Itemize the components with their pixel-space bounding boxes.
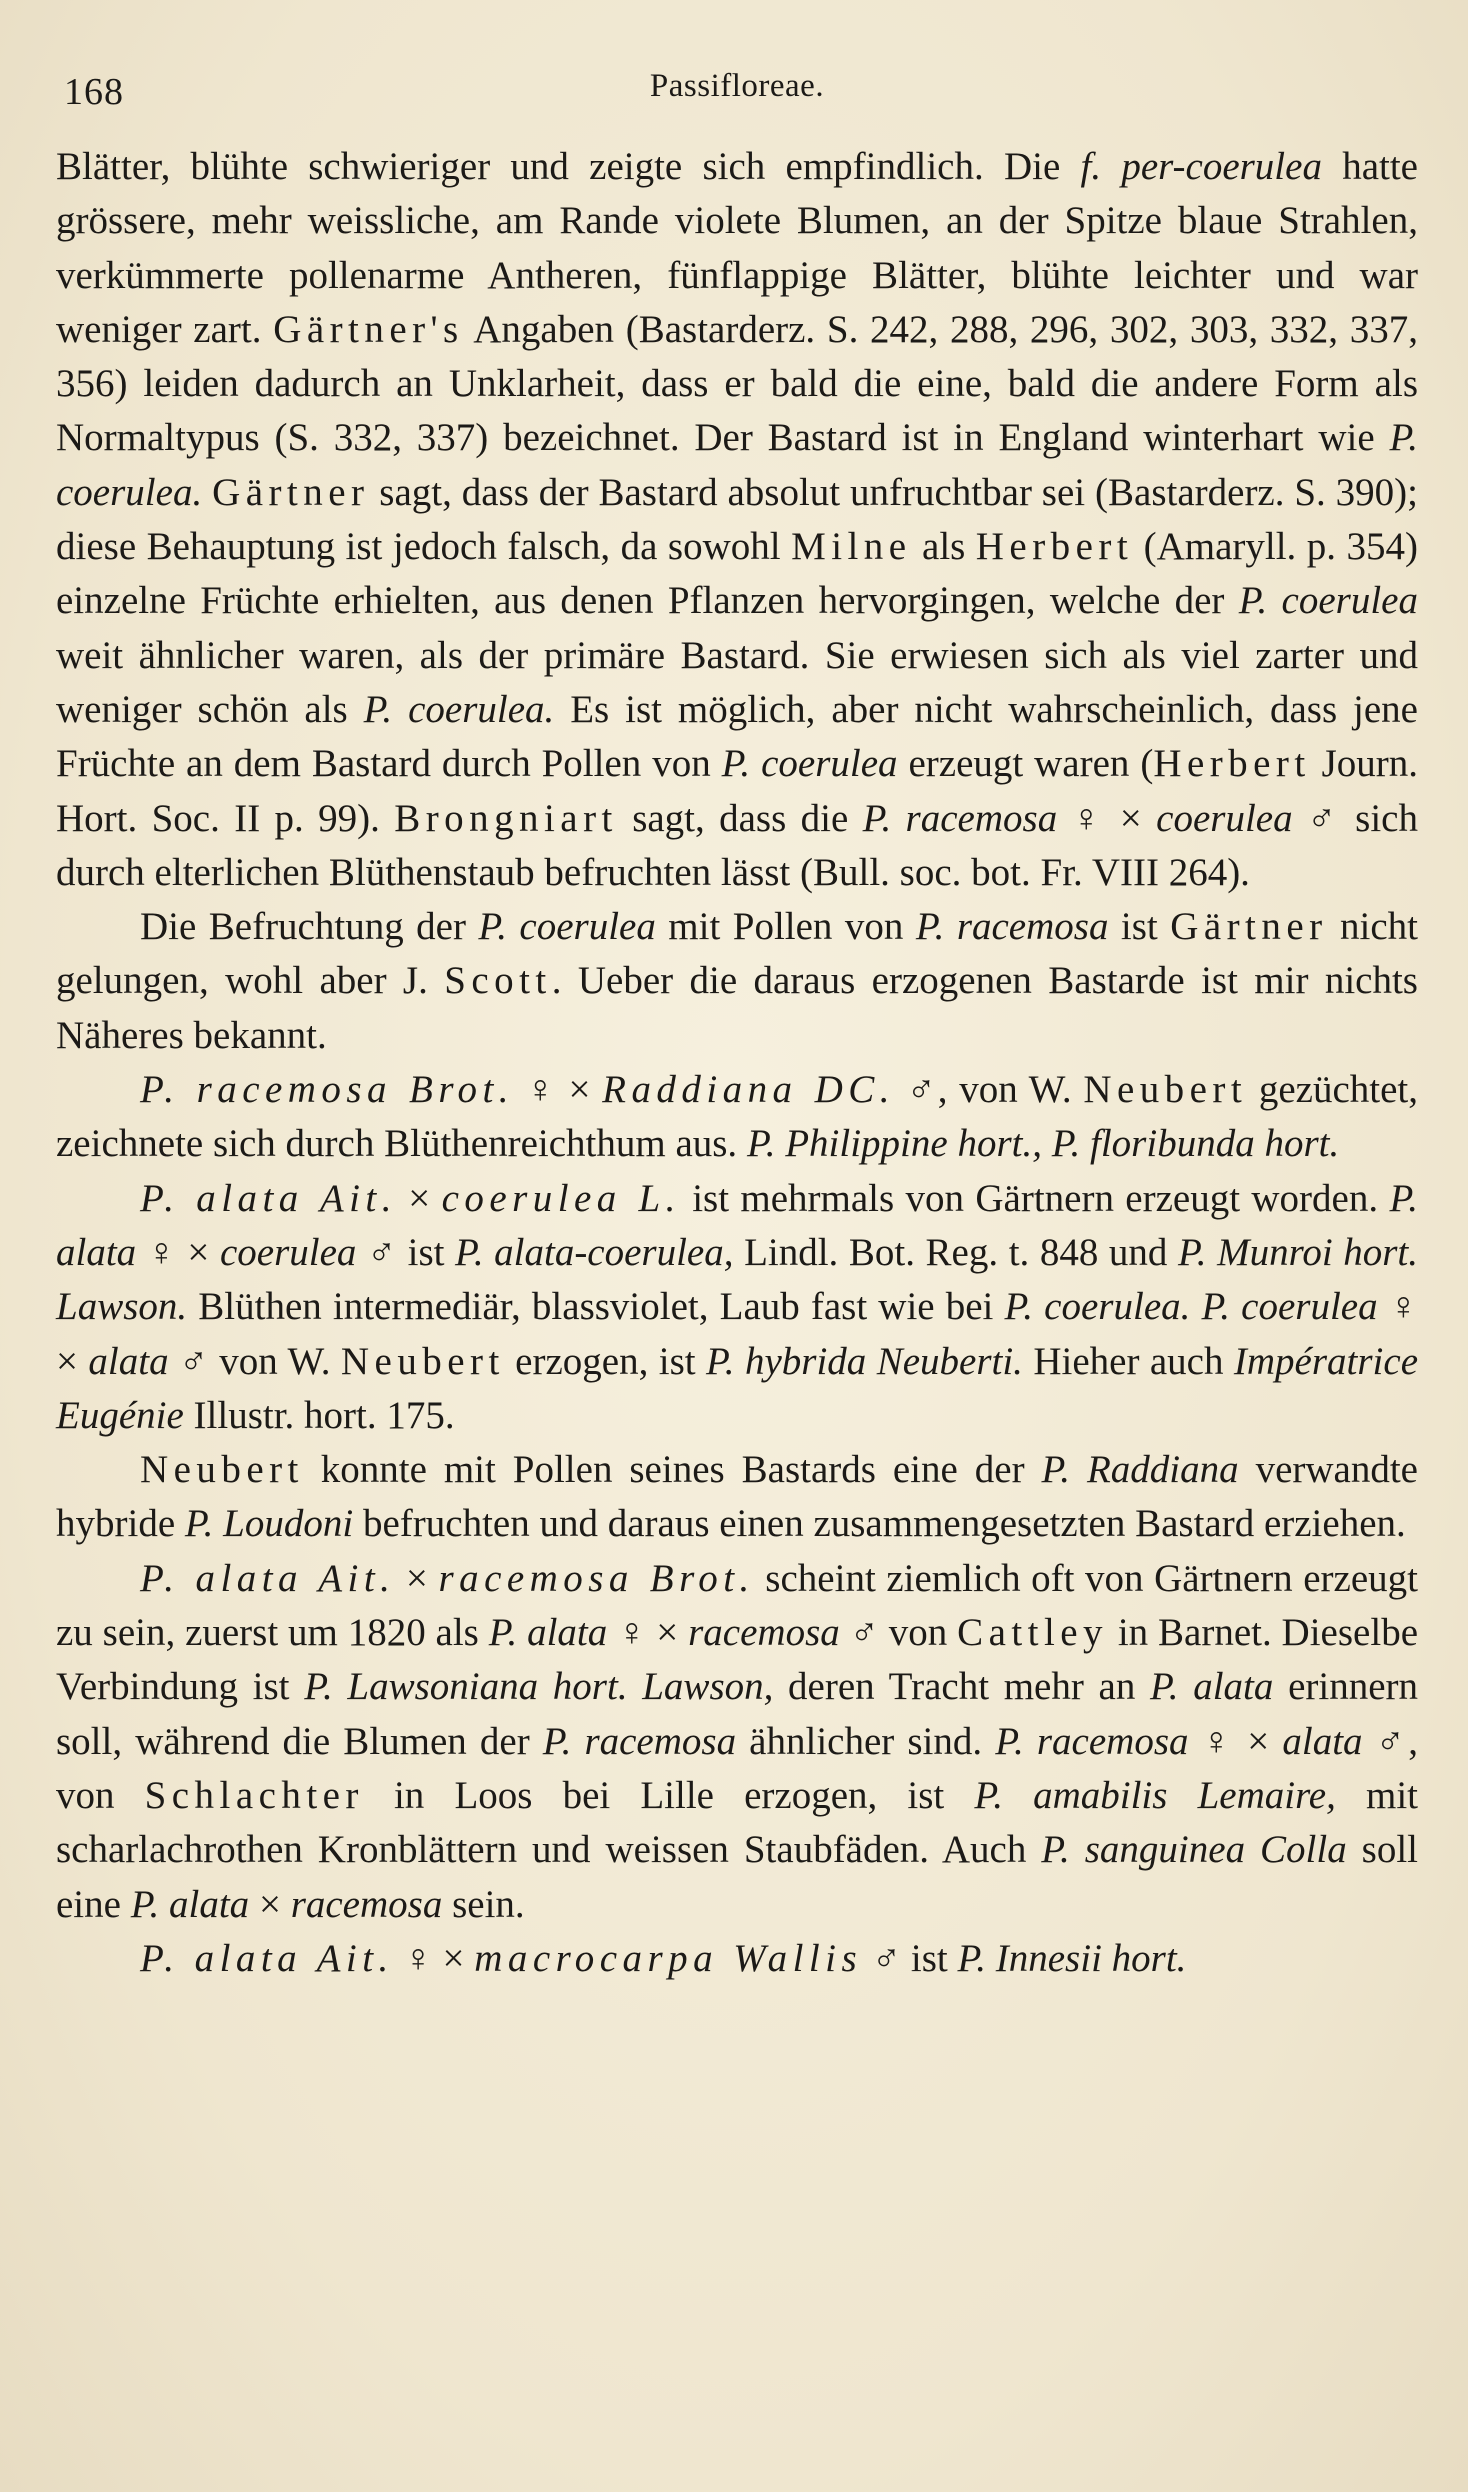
- italic-text: P. alata: [1150, 1665, 1274, 1709]
- text-run: (Amaryll. p. 354) einzelne Früchte erhielten, aus denen Pflanzen hervorgingen, welche der: [56, 525, 1418, 623]
- spaced-name: Neubert: [340, 1339, 505, 1383]
- italic-text: P. alata: [130, 1882, 250, 1926]
- paragraph: [56, 1063, 1418, 1172]
- italic-text: racemosa: [290, 1882, 443, 1926]
- italic-text: P. racemosa: [542, 1719, 737, 1763]
- text-run: hatte grössere, mehr weissliche, am Rande violete Blumen, an der Spitze blaue Strahlen, verkümmerte pollenarme Antheren, fünflappige Blätter, blühte leichter und war weniger zart.: [56, 145, 1418, 351]
- spaced-name: Neubert: [1083, 1068, 1248, 1112]
- spaced-name: Schlachter: [144, 1773, 364, 1817]
- paragraph: [56, 1172, 1418, 1443]
- text-run: nicht gelungen, wohl aber J.: [56, 905, 1418, 1003]
- italic-spaced-name: racemosa Brot.: [438, 1556, 755, 1600]
- italic-text: P. coerulea: [1201, 1285, 1378, 1329]
- text-run: ♂, von: [56, 1719, 1419, 1817]
- text-run: Blüthen intermediär, blassviolet, Laub fast wie bei: [187, 1285, 1005, 1329]
- text-run: Die Befruchtung der: [140, 905, 479, 949]
- text-run: Es ist möglich, aber nicht wahrscheinlich, dass jene Früchte an dem Bastard durch Pollen von: [56, 687, 1418, 786]
- text-run: mit Pollen von: [655, 905, 916, 949]
- italic-text: P. coerulea: [1238, 579, 1418, 623]
- text-run: Angaben (Bastarderz. S. 242, 288, 296, 302, 303, 332, 337, 356) leiden dadurch an Unklarheit, dass er bald die eine, bald die andere Form als Normaltypus (S. 332, 337) bezeichnet. Der Bastard ist in England winterhart wie: [56, 307, 1418, 460]
- text-run: sagt, dass die: [617, 796, 863, 840]
- text-run: weit ähnlicher waren, als der primäre Bastard. Sie erwiesen sich als viel zarter und weniger schön als: [56, 633, 1418, 731]
- italic-text: P. Philippine hort., P. floribunda hort.: [746, 1122, 1340, 1166]
- spaced-name: Cattley: [957, 1611, 1108, 1655]
- italic-text: racemosa: [688, 1611, 840, 1655]
- text-run: ♂ sich durch elterlichen Blüthenstaub befruchten lässt (Bull. soc. bot. Fr. VIII 264).: [56, 796, 1418, 894]
- text-run: ♀ ×: [393, 1936, 475, 1980]
- text-run: in Barnet. Dieselbe Verbindung ist: [56, 1611, 1419, 1709]
- text-run: . Ueber die daraus erzogenen Bastarde ist mir nichts Näheres bekannt.: [56, 959, 1418, 1057]
- italic-text: P. Innesii hort.: [957, 1936, 1187, 1980]
- italic-text: P. coerulea.: [1004, 1285, 1191, 1329]
- italic-spaced-name: P. alata Ait.: [140, 1556, 396, 1600]
- paragraph: [56, 900, 1418, 1063]
- text-run: verwandte hybride: [56, 1448, 1418, 1546]
- text-run: ×: [395, 1556, 439, 1600]
- spaced-name: Scott: [444, 959, 552, 1003]
- text-run: als: [911, 525, 976, 569]
- page-header: [56, 60, 1418, 126]
- body-text: [56, 140, 1418, 1986]
- italic-text: coerulea: [1156, 796, 1293, 840]
- italic-text: P. racemosa: [862, 796, 1058, 840]
- italic-spaced-name: coerulea L.: [441, 1176, 681, 1220]
- text-run: konnte mit Pollen seines Bastards eine der: [303, 1448, 1042, 1492]
- text-run: ×: [249, 1882, 291, 1926]
- text-run: in Loos bei Lille erzogen, ist: [363, 1773, 975, 1817]
- italic-text: P. Munroi hort. Lawson.: [56, 1230, 1418, 1329]
- italic-text: P. coerulea.: [363, 687, 555, 731]
- text-run: ♂ ist: [356, 1230, 456, 1274]
- italic-spaced-name: Raddiana DC.: [602, 1068, 895, 1112]
- text-run: ♂ von: [839, 1611, 958, 1655]
- text-run: gezüchtet, zeichnete sich durch Blüthenreichthum aus.: [56, 1068, 1418, 1166]
- text-run: soll eine: [56, 1828, 1418, 1926]
- text-run: ♂ von W.: [168, 1339, 341, 1383]
- text-run: ist mehrmals von Gärtnern erzeugt worden.: [680, 1176, 1390, 1220]
- text-run: ♂, von W.: [894, 1068, 1084, 1112]
- text-run: mit scharlachrothen Kronblättern und weissen Staubfäden. Auch: [56, 1773, 1418, 1872]
- running-head: Passifloreae.: [649, 68, 825, 104]
- text-run: Lindl. Bot. Reg. t. 848 und: [733, 1230, 1178, 1274]
- spaced-name: Milne: [791, 525, 912, 569]
- text-run: ♀ ×: [136, 1230, 220, 1274]
- spaced-name: Brongniart: [394, 796, 618, 840]
- text-run: deren Tracht mehr an: [773, 1665, 1150, 1709]
- paragraph: [56, 1443, 1418, 1552]
- italic-spaced-name: P. racemosa Brot.: [140, 1068, 514, 1112]
- text-run: Hieher auch: [1022, 1339, 1234, 1383]
- spaced-name: Neubert: [140, 1448, 304, 1492]
- text-run: ist: [1108, 905, 1171, 949]
- text-run: erzeugt waren (: [897, 742, 1154, 786]
- text-run: Illustr. hort. 175.: [183, 1393, 455, 1437]
- text-run: ♂ ist: [862, 1936, 958, 1980]
- text-run: befruchten und daraus einen zusammengesetzten Bastard erziehen.: [353, 1502, 1406, 1546]
- text-run: sagt, dass der Bastard absolut unfruchtbar sei (Bastarderz. S. 390); diese Behauptung ist jedoch falsch, da sowohl: [56, 470, 1419, 569]
- italic-text: P. Lawsoniana hort. Lawson,: [304, 1665, 774, 1709]
- text-run: ♀ ×: [56, 1285, 1418, 1383]
- text-run: erzogen, ist: [504, 1339, 706, 1383]
- paragraph: [56, 1932, 1418, 1986]
- italic-text: coerulea: [219, 1230, 357, 1274]
- spaced-name: Herbert: [1153, 742, 1311, 786]
- text-run: ♀ ×: [513, 1068, 603, 1112]
- text-run: sein.: [442, 1882, 525, 1926]
- text-run: ähnlicher sind.: [736, 1719, 996, 1763]
- text-run: erinnern soll, während die Blumen der: [56, 1665, 1419, 1763]
- text-run: ×: [396, 1176, 442, 1220]
- text-run: Journ. Hort. Soc. II p. 99).: [56, 742, 1418, 840]
- italic-text: P. sanguinea Colla: [1041, 1828, 1347, 1872]
- italic-text: P. racemosa: [995, 1719, 1189, 1763]
- text-run: ♀ ×: [607, 1611, 689, 1655]
- spaced-name: Gärtner: [212, 470, 370, 514]
- italic-text: P. Loudoni: [184, 1502, 354, 1546]
- italic-text: P. Raddiana: [1041, 1448, 1239, 1492]
- text-run: ♀ ×: [1188, 1719, 1283, 1763]
- paragraph: [56, 1552, 1418, 1932]
- italic-text: Impératrice Eugénie: [56, 1339, 1418, 1437]
- italic-text: P. coerulea.: [56, 416, 1418, 514]
- italic-text: P. racemosa: [915, 905, 1109, 949]
- italic-spaced-name: macrocarpa Wallis: [474, 1936, 863, 1980]
- italic-text: P. hybrida Neuberti.: [706, 1339, 1023, 1383]
- italic-spaced-name: P. alata Ait.: [140, 1936, 394, 1980]
- italic-text: alata: [1282, 1719, 1363, 1763]
- text-run: [1190, 1285, 1201, 1328]
- italic-text: P. amabilis Lemaire,: [974, 1773, 1336, 1817]
- text-run: Blätter, blühte schwieriger und zeigte sich empfindlich. Die: [56, 145, 1081, 188]
- italic-text: f. per-coerulea: [1080, 145, 1322, 188]
- italic-text: P. coerulea: [721, 742, 898, 786]
- italic-text: P. alata: [488, 1611, 608, 1655]
- page-number: 168: [64, 71, 124, 113]
- text-run: ♀ ×: [1057, 796, 1157, 840]
- spaced-name: Gärtner's: [273, 307, 464, 351]
- italic-text: P. coerulea: [478, 905, 656, 949]
- italic-text: P. alata: [56, 1176, 1418, 1274]
- spaced-name: Herbert: [975, 525, 1134, 569]
- paragraph: [56, 140, 1418, 900]
- text-run: scheint ziemlich oft von Gärtnern erzeugt zu sein, zuerst um 1820 als: [56, 1556, 1418, 1655]
- italic-text: P. alata-coerulea,: [455, 1230, 734, 1274]
- text-run: [202, 471, 212, 514]
- italic-text: alata: [88, 1339, 169, 1383]
- spaced-name: Gärtner: [1170, 905, 1328, 949]
- italic-spaced-name: P. alata Ait.: [140, 1176, 397, 1220]
